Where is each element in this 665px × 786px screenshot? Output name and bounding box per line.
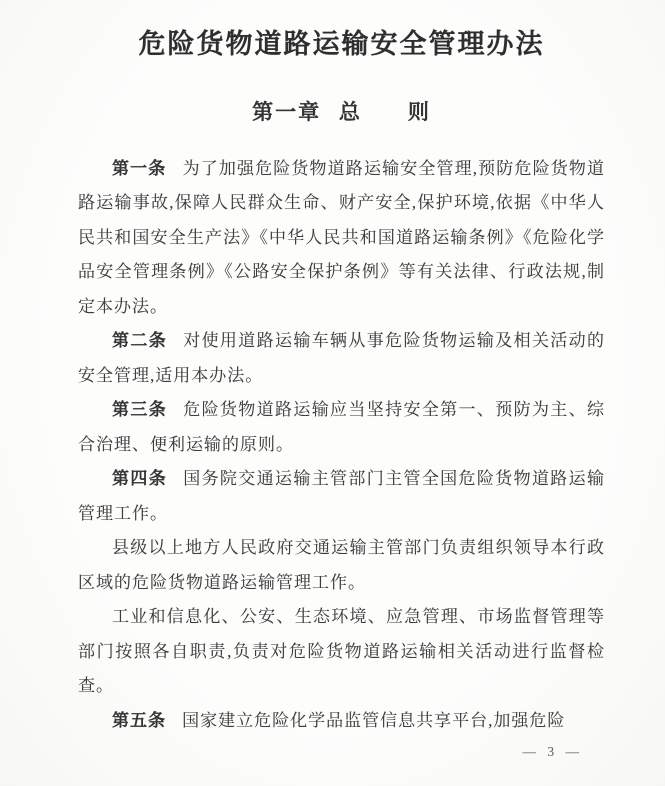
- document-title: 危险货物道路运输安全管理办法: [138, 29, 545, 59]
- chapter-heading: [78, 100, 605, 125]
- chapter-title: 总 则: [338, 100, 431, 125]
- document-body: [78, 152, 605, 739]
- paragraph-article-4-clause-3: [78, 600, 605, 704]
- article-4-clause-2-text: 县级以上地方人民政府交通运输主管部门负责组织领导本行政区域的危险货物道路运输管理工作。: [78, 538, 605, 592]
- article-2-label: 第二条: [112, 331, 168, 351]
- article-5-label: 第五条: [112, 710, 166, 730]
- article-4-clause-3-text: 工业和信息化、公安、生态环境、应急管理、市场监督管理等部门按照各自职责,负责对危险货物道路运输相关活动进行监督检查。: [78, 607, 605, 696]
- article-1-text: 为了加强危险货物道路运输安全管理,预防危险货物道路运输事故,保障人民群众生命、财产安全,保护环境,依据《中华人民共和国安全生产法》《中华人民共和国道路运输条例》《危险化学品安全管理条例》《公路安全保护条例》等有关法律、行政法规,制定本办法。: [78, 158, 606, 316]
- article-5-text: 国家建立危险化学品监管信息共享平台,加强危险: [182, 710, 566, 730]
- paragraph-article-2: [78, 324, 605, 393]
- article-3-label: 第三条: [112, 400, 168, 420]
- paragraph-article-5: [78, 704, 605, 739]
- article-4-label: 第四条: [112, 469, 168, 489]
- paragraph-article-4-clause-2: [78, 531, 605, 600]
- article-2-text: 对使用道路运输车辆从事危险货物运输及相关活动的安全管理,适用本办法。: [78, 331, 606, 385]
- paragraph-article-1: [78, 152, 605, 325]
- article-3-text: 危险货物道路运输应当坚持安全第一、预防为主、综合治理、便利运输的原则。: [78, 400, 606, 454]
- page-number: — 3 —: [522, 744, 583, 759]
- article-4-text: 国务院交通运输主管部门主管全国危险货物道路运输管理工作。: [78, 469, 606, 523]
- paragraph-article-4: [78, 462, 605, 531]
- paragraph-article-3: [78, 393, 605, 462]
- chapter-number: 第一章: [252, 100, 322, 125]
- article-1-label: 第一条: [112, 158, 167, 178]
